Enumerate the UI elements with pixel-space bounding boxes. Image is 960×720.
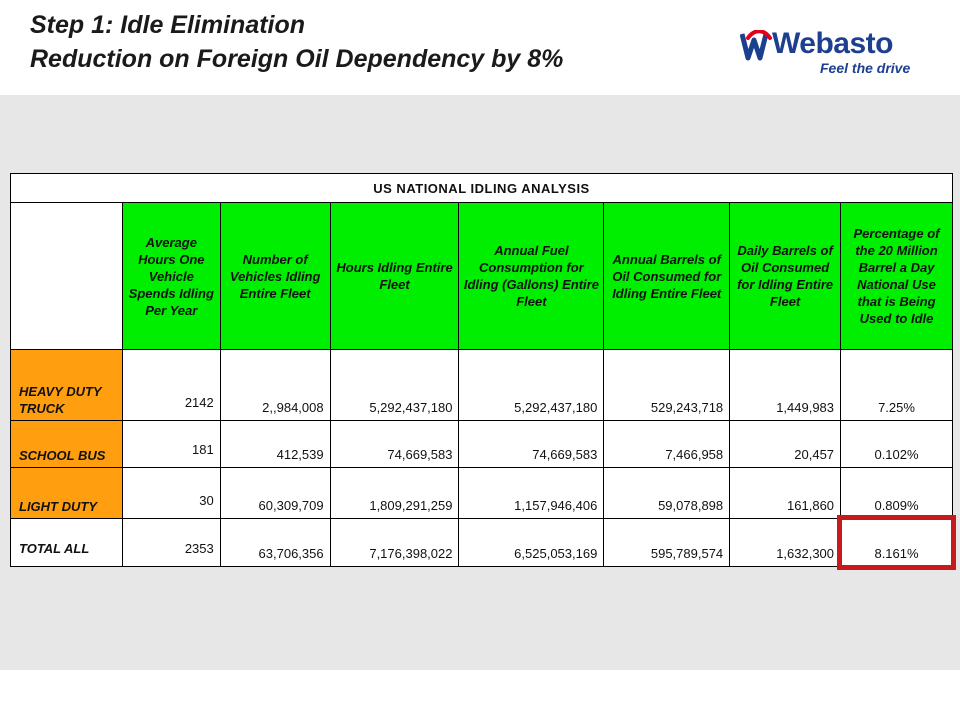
table-row (11, 421, 953, 468)
cell-fuel-gallons: 6,525,053,169 (459, 519, 604, 567)
logo-wordmark: Webasto (772, 27, 893, 60)
cell-vehicles: 412,539 (220, 421, 330, 468)
title-line-2: Reduction on Foreign Oil Dependency by 8% (30, 45, 564, 73)
cell-hours-fleet: 7,176,398,022 (330, 519, 459, 567)
row-label: HEAVY DUTY TRUCK (11, 350, 123, 421)
cell-percentage: 0.102% (841, 421, 953, 468)
row-label: LIGHT DUTY (11, 468, 123, 519)
cell-annual-barrels: 7,466,958 (604, 421, 730, 468)
table-row (11, 468, 953, 519)
header-daily-barrels: Daily Barrels of Oil Consumed for Idling Entire Fleet (730, 203, 841, 350)
cell-annual-barrels: 59,078,898 (604, 468, 730, 519)
webasto-logo (738, 26, 911, 80)
cell-vehicles: 2,,984,008 (220, 350, 330, 421)
cell-percentage: 0.809% (841, 468, 953, 519)
cell-avg-hours: 2353 (122, 519, 220, 567)
header-avg-hours: Average Hours One Vehicle Spends Idling Per Year (122, 203, 220, 350)
cell-avg-hours: 2142 (122, 350, 220, 421)
header-fuel-gallons: Annual Fuel Consumption for Idling (Gallons) Entire Fleet (459, 203, 604, 350)
cell-annual-barrels: 529,243,718 (604, 350, 730, 421)
cell-fuel-gallons: 5,292,437,180 (459, 350, 604, 421)
cell-daily-barrels: 1,632,300 (730, 519, 841, 567)
slide-title (30, 8, 563, 76)
header-annual-barrels: Annual Barrels of Oil Consumed for Idling Entire Fleet (604, 203, 730, 350)
row-label: TOTAL ALL (11, 519, 123, 567)
cell-percentage: 7.25% (841, 350, 953, 421)
table-caption: US NATIONAL IDLING ANALYSIS (11, 174, 953, 203)
header-percentage: Percentage of the 20 Million Barrel a Day National Use that is Being Used to Idle (841, 203, 953, 350)
header-vehicles: Number of Vehicles Idling Entire Fleet (220, 203, 330, 350)
cell-fuel-gallons: 74,669,583 (459, 421, 604, 468)
cell-annual-barrels: 595,789,574 (604, 519, 730, 567)
cell-hours-fleet: 5,292,437,180 (330, 350, 459, 421)
cell-vehicles: 63,706,356 (220, 519, 330, 567)
cell-hours-fleet: 74,669,583 (330, 421, 459, 468)
cell-daily-barrels: 161,860 (730, 468, 841, 519)
table-row (11, 350, 953, 421)
cell-daily-barrels: 1,449,983 (730, 350, 841, 421)
cell-avg-hours: 30 (122, 468, 220, 519)
cell-hours-fleet: 1,809,291,259 (330, 468, 459, 519)
total-percentage-value: 8.161% (874, 546, 919, 561)
table-row-total (11, 519, 953, 567)
cell-avg-hours: 181 (122, 421, 220, 468)
highlight-box (837, 515, 956, 570)
header-hours-fleet: Hours Idling Entire Fleet (330, 203, 459, 350)
cell-daily-barrels: 20,457 (730, 421, 841, 468)
cell-percentage-highlighted (841, 519, 953, 567)
title-line-1: Step 1: Idle Elimination (30, 11, 306, 39)
cell-fuel-gallons: 1,157,946,406 (459, 468, 604, 519)
cell-vehicles: 60,309,709 (220, 468, 330, 519)
header-corner (11, 203, 123, 350)
webasto-swoosh-icon (740, 30, 776, 62)
logo-tagline: Feel the drive (820, 60, 911, 76)
row-label: SCHOOL BUS (11, 421, 123, 468)
idling-analysis-table (10, 173, 953, 567)
